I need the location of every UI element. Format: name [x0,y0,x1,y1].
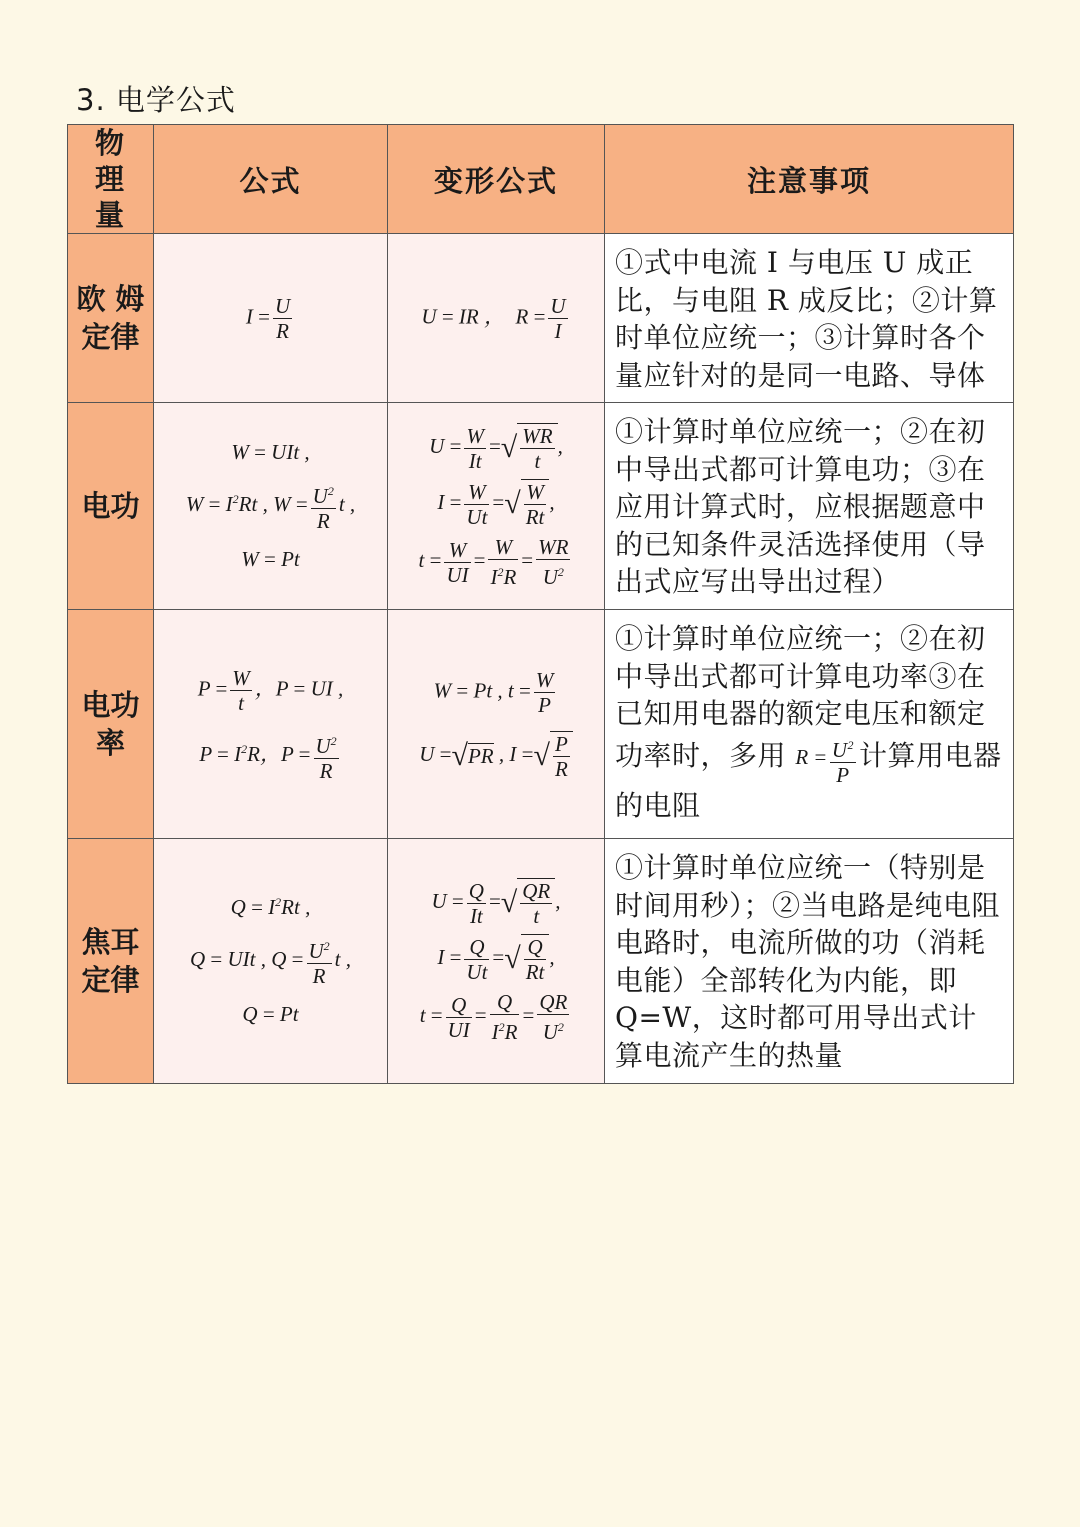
table-row [68,839,1014,1084]
quantity-cell: 电功 [68,403,154,610]
formula-cell: I = $\frac{U}{R}$ [154,234,388,403]
section-title: 3. 电学公式 [76,83,236,117]
header-row [68,125,1014,234]
note-cell: ①式中电流 I 与电压 U 成正比，与电阻 R 成反比；②计算时单位应统一；③计算时各个量应针对的是同一电路、导体 [605,234,1014,403]
note-cell: ①计算时单位应统一（特别是时间用秒）；②当电路是纯电阻电路时，电流所做的功（消耗电能）全部转化为内能，即 Q=W，这时都可用导出式计算电流产生的热量 [605,839,1014,1084]
derived-formula-cell: W = Pt , t = $\frac{W}{P}$ U =√PR , I =√ $\frac{P}{R}$ [388,610,605,839]
formula-table [67,124,1014,1084]
header-quantity: 物理量 [68,125,154,234]
table-row [68,610,1014,839]
quantity-cell: 焦耳 定律 [68,839,154,1084]
quantity-cell: 电功 率 [68,610,154,839]
quantity-cell: 欧 姆 定律 [68,234,154,403]
table-row [68,403,1014,610]
table-row [68,234,1014,403]
header-derived: 变形公式 [388,125,605,234]
formula-cell: $Q = I^2Rt$ , Q = UIt , Q = $\frac{U^2}{R}$ t , Q = Pt [154,839,388,1084]
note-cell: ①计算时单位应统一；②在初中导出式都可计算电功率③在已知用电器的额定电压和额定功率时，多用 R = $\frac{U^2}{P}$ 计算用电器的电阻 [605,610,1014,839]
derived-formula-cell: U = $\frac{W}{It}$ =√ $\frac{WR}{t}$ , I = $\frac{W}{Ut}$ =√ $\frac{W}{Rt}$ , t = $\frac{W}{UI}$ = $\frac{W}{I^2R}$ = $\frac{WR}{U^2}$ [388,403,605,610]
formula-cell: W = UIt , $W = I^2Rt$ , W = $\frac{U^2}{R}$ t , W = Pt [154,403,388,610]
formula-cell: P = $\frac{W}{t}$ ，P = UI , $P = I^2R$，P = $\frac{U^2}{R}$ [154,610,388,839]
header-formula: 公式 [154,125,388,234]
header-notes: 注意事项 [605,125,1014,234]
note-cell: ①计算时单位应统一；②在初中导出式都可计算电功；③在应用计算式时，应根据题意中的已知条件灵活选择使用（导出式应写出导出过程） [605,403,1014,610]
derived-formula-cell: U = IR ， R = $\frac{U}{I}$ [388,234,605,403]
derived-formula-cell: U = $\frac{Q}{It}$ =√ $\frac{QR}{t}$ , I = $\frac{Q}{Ut}$ =√ $\frac{Q}{Rt}$ , t = $\frac{Q}{UI}$ = $\frac{Q}{I^2R}$ = $\frac{QR}{U^2}$ [388,839,605,1084]
